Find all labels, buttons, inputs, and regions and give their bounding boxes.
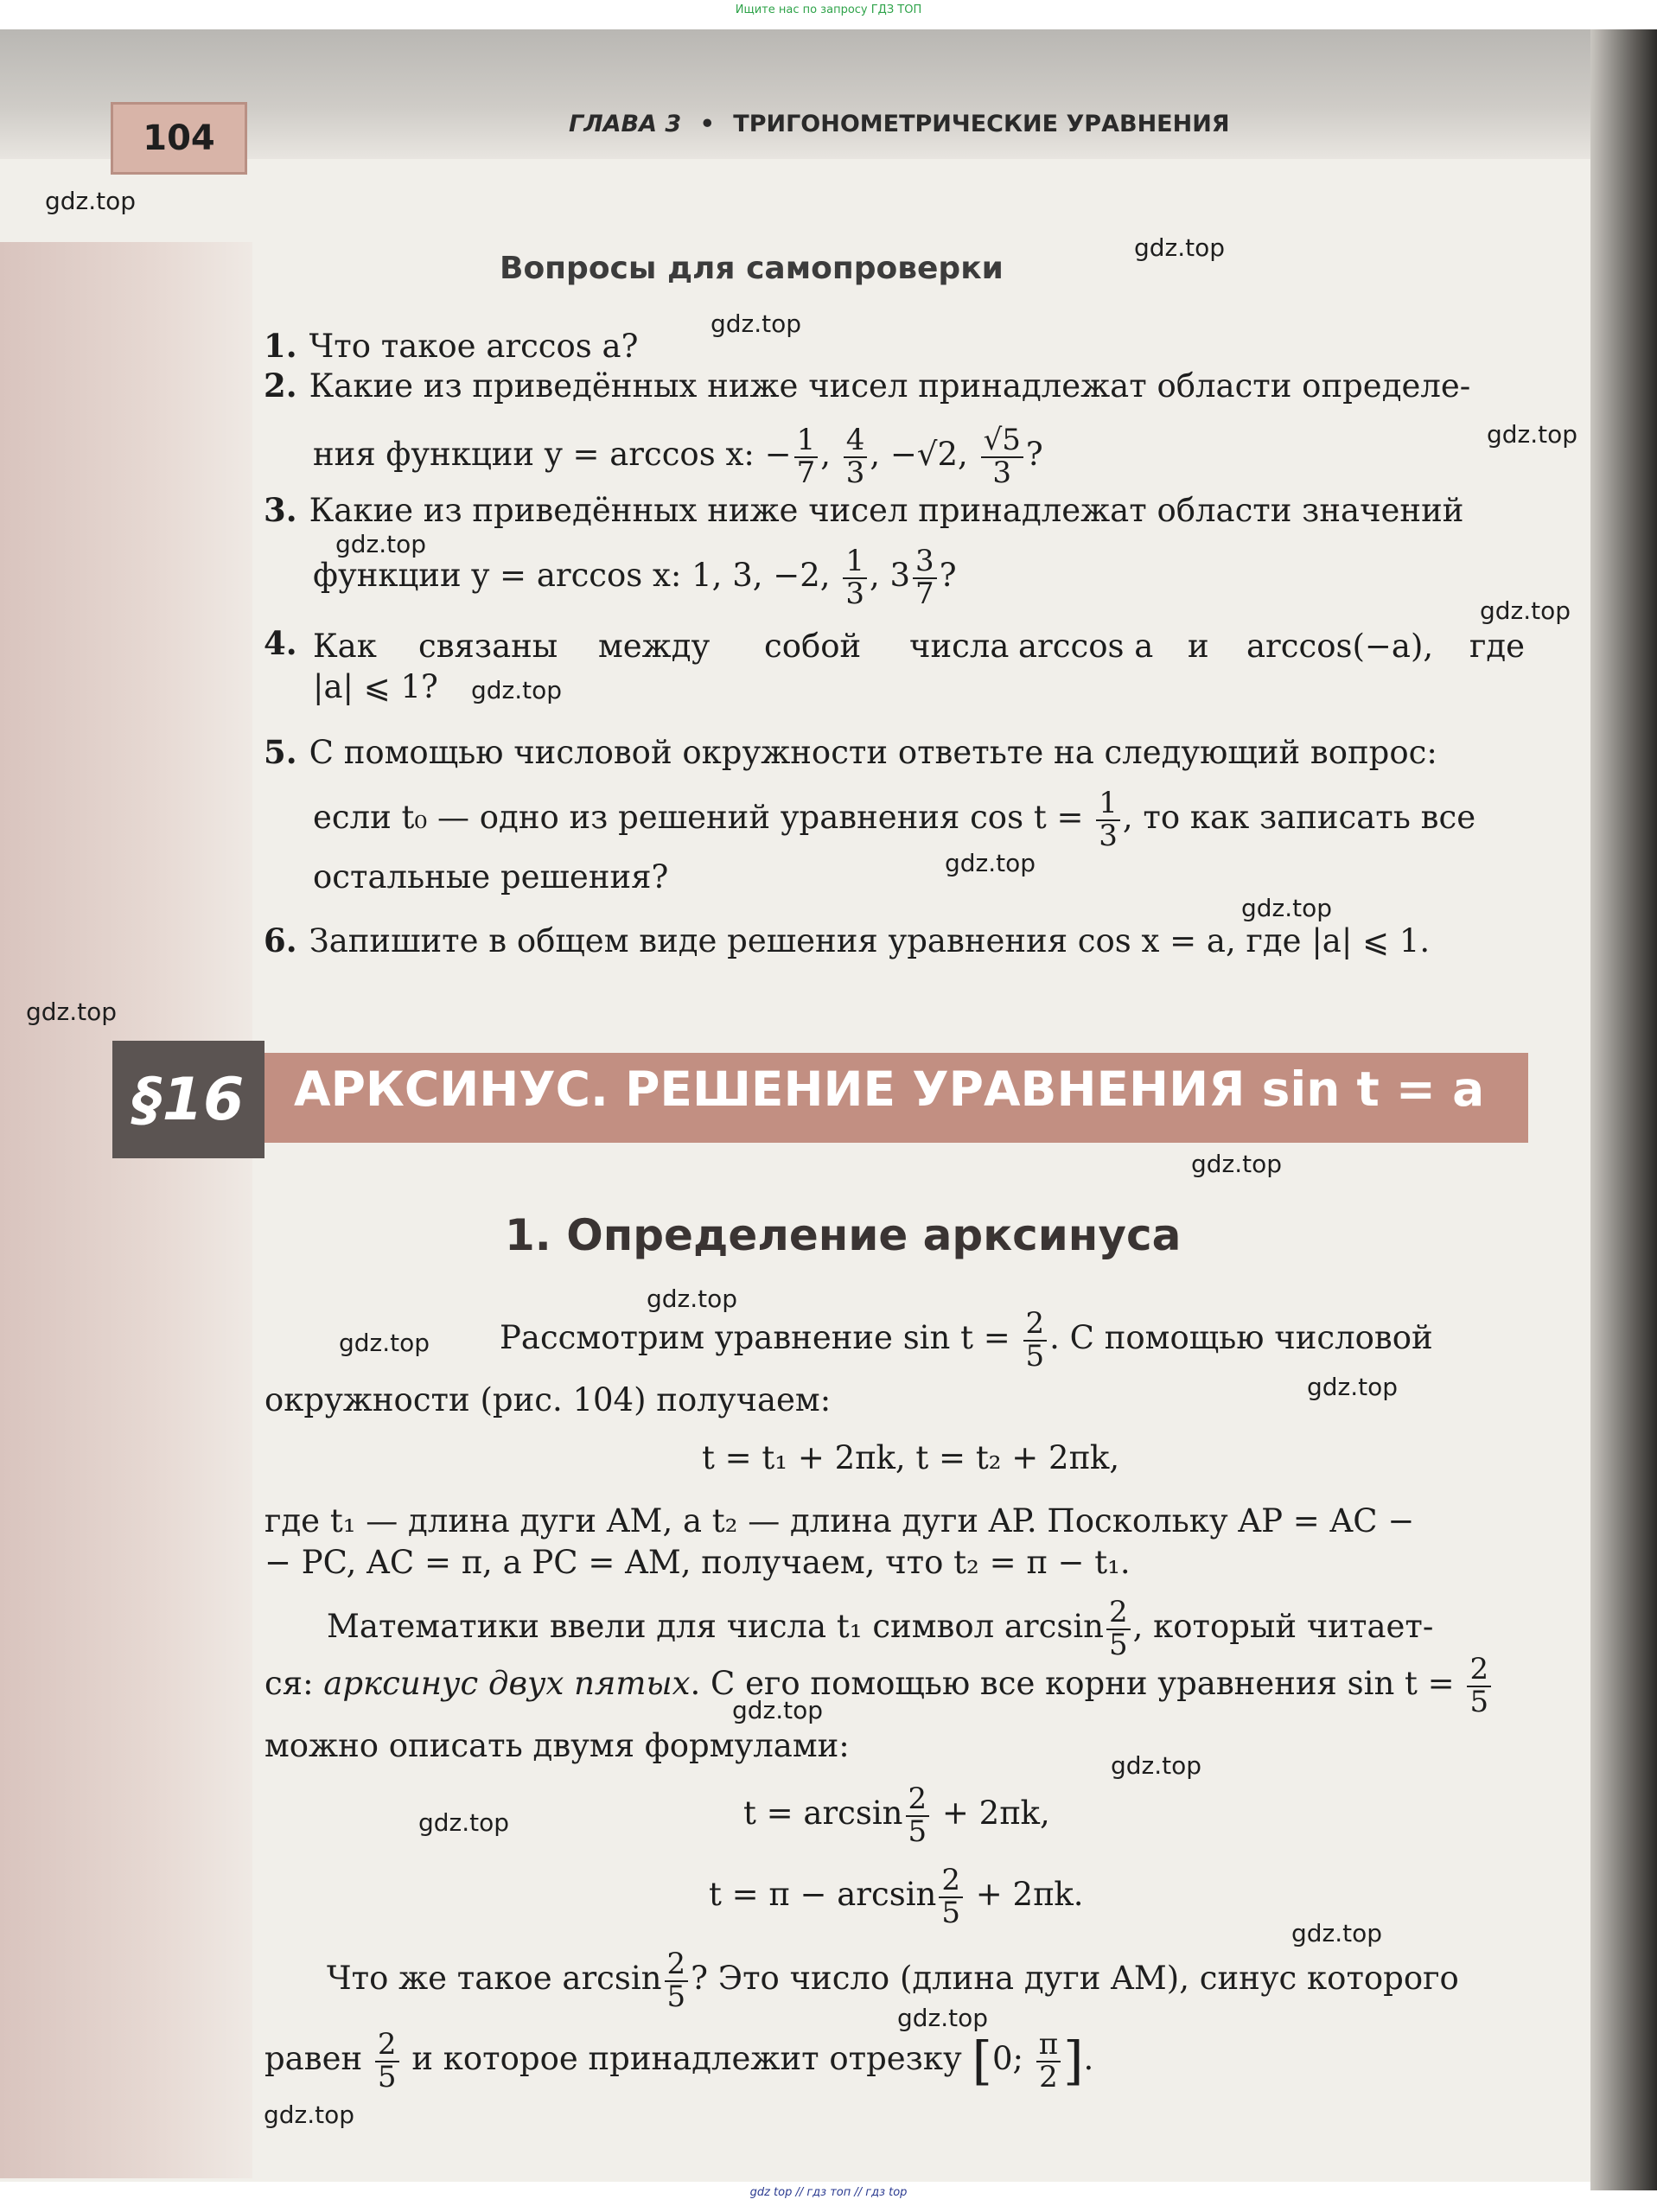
page-binding-edge xyxy=(1590,29,1657,2190)
equation-1: t = t₁ + 2πk, t = t₂ + 2πk, xyxy=(702,1439,1120,1476)
bracket-left: [ xyxy=(972,2030,992,2092)
question-number: 4. xyxy=(264,624,297,662)
watermark: gdz.top xyxy=(471,676,563,704)
question-4 xyxy=(264,624,309,662)
denominator: 2 xyxy=(1039,2059,1058,2094)
watermark: gdz.top xyxy=(1134,233,1226,262)
denominator: 5 xyxy=(1108,1627,1128,1662)
watermark: gdz.top xyxy=(418,1808,510,1837)
q4-word: собой xyxy=(764,628,862,665)
denominator: 3 xyxy=(845,455,865,490)
question-5-line3: остальные решения? xyxy=(313,858,669,896)
q4-word: числа xyxy=(909,628,1010,665)
question-number: 1. xyxy=(264,327,297,365)
paragraph-3-line2 xyxy=(264,1654,1494,1718)
denominator: 7 xyxy=(796,455,816,490)
fraction xyxy=(981,425,1023,488)
question-text: ния функции y = arccos x: xyxy=(313,436,755,474)
question-text: , то как записать все xyxy=(1122,799,1476,837)
fraction xyxy=(794,425,819,488)
question-text: Какие из приведённых ниже чисел принадлежат области значений xyxy=(309,492,1464,529)
question-3 xyxy=(264,491,1464,529)
denominator: 5 xyxy=(908,1814,927,1849)
question-mark: ? xyxy=(1025,436,1043,474)
fraction xyxy=(665,1949,689,2012)
q4-word: и xyxy=(1188,628,1209,665)
question-6 xyxy=(264,921,1431,959)
denominator: 5 xyxy=(1469,1684,1489,1719)
fraction xyxy=(1096,788,1120,851)
question-text: Какие из приведённых ниже чисел принадлежат области определе- xyxy=(309,367,1471,405)
chapter-label: ГЛАВА 3 xyxy=(569,111,682,137)
watermark: gdz.top xyxy=(1480,596,1571,625)
page-left-margin xyxy=(0,242,252,2178)
denominator: 5 xyxy=(666,1979,686,2014)
watermark: gdz.top xyxy=(264,2100,355,2129)
denominator: 3 xyxy=(992,455,1012,490)
body-text: , который читает- xyxy=(1132,1608,1434,1646)
equation-text: t = arcsin xyxy=(743,1794,903,1833)
watermark: gdz.top xyxy=(897,2004,989,2032)
question-number: 2. xyxy=(264,367,297,405)
fraction xyxy=(913,546,937,609)
paragraph-2-line1: где t₁ — длина дуги AM, а t₂ — длина дуги AP. Поскольку AP = AC − xyxy=(264,1502,1415,1539)
bracket-right: ] xyxy=(1063,2030,1084,2092)
numerator: 1 xyxy=(794,425,819,458)
q4-word: Как xyxy=(313,628,377,665)
body-text: Рассмотрим уравнение sin t = xyxy=(500,1319,1010,1357)
numerator: 2 xyxy=(939,1865,963,1898)
question-2 xyxy=(264,367,1471,405)
fraction xyxy=(906,1784,930,1847)
paragraph-1 xyxy=(500,1306,1433,1374)
equation-text: + 2πk, xyxy=(932,1794,1050,1833)
question-text: С помощью числовой окружности ответьте на следующий вопрос: xyxy=(309,734,1437,771)
mixed-number-whole: , 3 xyxy=(869,557,911,595)
watermark: gdz.top xyxy=(1291,1919,1383,1947)
minus-sign: − xyxy=(764,436,792,474)
watermark: gdz.top xyxy=(45,187,137,215)
question-text: Запишите в общем виде решения уравнения cos x = a, где |a| ⩽ 1. xyxy=(309,922,1431,959)
body-text: . xyxy=(1083,2040,1094,2078)
watermark: gdz.top xyxy=(1191,1150,1283,1178)
body-text: ? Это число (длина дуги AM), синус которого xyxy=(691,1960,1459,1998)
numerator: √5 xyxy=(981,425,1023,458)
paragraph-1-line2: окружности (рис. 104) получаем: xyxy=(264,1381,832,1418)
fraction xyxy=(844,425,868,488)
fraction xyxy=(1036,2027,1061,2094)
paragraph-4-line2 xyxy=(264,2027,1094,2094)
numerator: 2 xyxy=(1467,1654,1491,1687)
question-3-line2 xyxy=(313,546,957,609)
fraction xyxy=(1467,1654,1491,1718)
numerator: 2 xyxy=(1023,1309,1048,1342)
paragraph-3-line3: можно описать двумя формулами: xyxy=(264,1727,850,1764)
watermark: gdz.top xyxy=(1307,1373,1399,1401)
denominator: 7 xyxy=(915,576,934,611)
page-number: 104 xyxy=(111,102,247,175)
numerator: π xyxy=(1036,2030,1061,2062)
question-number: 3. xyxy=(264,491,297,529)
paragraph-2-line2: − PC, AC = π, а PC = AM, получаем, что t₂ = π − t₁. xyxy=(264,1544,1131,1581)
question-text: Что такое arccos a? xyxy=(309,328,639,365)
numerator: 2 xyxy=(665,1949,689,1982)
question-5 xyxy=(264,733,1437,771)
question-number: 6. xyxy=(264,921,297,959)
numerator: 2 xyxy=(375,2030,399,2062)
paragraph-4 xyxy=(327,1949,1459,2012)
q4-word: где xyxy=(1469,628,1526,665)
separator-dot: • xyxy=(699,111,715,137)
watermark: gdz.top xyxy=(711,309,802,338)
fraction xyxy=(1106,1597,1131,1661)
body-text: равен xyxy=(264,2040,363,2078)
numerator: 1 xyxy=(1096,788,1120,821)
question-text: , −√2, xyxy=(870,436,968,474)
subsection-title: 1. Определение арксинуса xyxy=(505,1210,1182,1260)
watermark: gdz.top xyxy=(647,1284,738,1313)
watermark: gdz.top xyxy=(1241,894,1333,922)
watermark: gdz.top xyxy=(945,849,1036,877)
interval-start: 0; xyxy=(991,2040,1023,2078)
fraction xyxy=(375,2027,399,2094)
q4-word: связаны xyxy=(418,628,558,665)
question-text: функции y = arccos x: 1, 3, −2, xyxy=(313,557,831,595)
paragraph-3 xyxy=(327,1597,1433,1661)
body-text: и которое принадлежит отрезку xyxy=(411,2040,962,2078)
q4-word: между xyxy=(598,628,711,665)
equation-2 xyxy=(743,1784,1050,1847)
section-title: АРКСИНУС. РЕШЕНИЕ УРАВНЕНИЯ sin t = a xyxy=(294,1061,1485,1117)
numerator: 3 xyxy=(913,546,937,579)
question-5-line2 xyxy=(313,788,1475,851)
equation-text: + 2πk. xyxy=(966,1876,1084,1914)
question-1 xyxy=(264,327,639,365)
bottom-caption: gdz top // гдз топ // гдз top xyxy=(749,2186,908,2199)
body-text: . С его помощью все корни уравнения sin t = xyxy=(690,1665,1455,1703)
denominator: 5 xyxy=(941,1895,960,1930)
watermark: gdz.top xyxy=(732,1696,824,1724)
body-text: Математики ввели для числа t₁ символ arcsin xyxy=(327,1608,1104,1646)
denominator: 3 xyxy=(1099,818,1118,853)
top-caption: Ищите нас по запросу ГДЗ ТОП xyxy=(735,3,922,16)
denominator: 5 xyxy=(377,2059,397,2094)
running-head xyxy=(569,111,1230,137)
numerator: 2 xyxy=(1106,1597,1131,1630)
fraction xyxy=(843,546,867,609)
watermark: gdz.top xyxy=(26,998,118,1026)
watermark: gdz.top xyxy=(1111,1751,1202,1780)
question-4-line2: |a| ⩽ 1? xyxy=(313,668,438,705)
equation-text: t = π − arcsin xyxy=(709,1876,937,1914)
section-number: §16 xyxy=(112,1041,264,1158)
question-text: если t₀ — одно из решений уравнения cos t = xyxy=(313,799,1084,837)
question-mark: ? xyxy=(939,557,957,595)
questions-title: Вопросы для самопроверки xyxy=(500,251,1004,286)
numerator: 2 xyxy=(906,1784,930,1817)
equation-3 xyxy=(709,1865,1084,1928)
q4-word: arccos a xyxy=(1018,628,1154,665)
question-number: 5. xyxy=(264,733,297,771)
numerator: 1 xyxy=(843,546,867,579)
body-text: ся: xyxy=(264,1665,324,1703)
numerator: 4 xyxy=(844,425,868,458)
body-text: Что же такое arcsin xyxy=(327,1960,662,1998)
denominator: 3 xyxy=(845,576,864,611)
q4-word: arccos(−a), xyxy=(1246,628,1434,665)
fraction xyxy=(1023,1306,1048,1374)
watermark: gdz.top xyxy=(335,530,427,558)
italic-term: арксинус двух пятых xyxy=(323,1665,691,1703)
chapter-title: ТРИГОНОМЕТРИЧЕСКИЕ УРАВНЕНИЯ xyxy=(733,111,1230,137)
watermark: gdz.top xyxy=(339,1329,430,1357)
fraction xyxy=(939,1865,963,1928)
denominator: 5 xyxy=(1025,1338,1045,1374)
body-text: . С помощью числовой xyxy=(1049,1319,1433,1357)
question-2-line2: ния функции y = arccos x: − $\frac{1}{7}$ , $\frac{4}{3}$ , −√2, $\frac{√5}{3}$ ? xyxy=(313,423,1043,490)
watermark: gdz.top xyxy=(1487,420,1578,449)
